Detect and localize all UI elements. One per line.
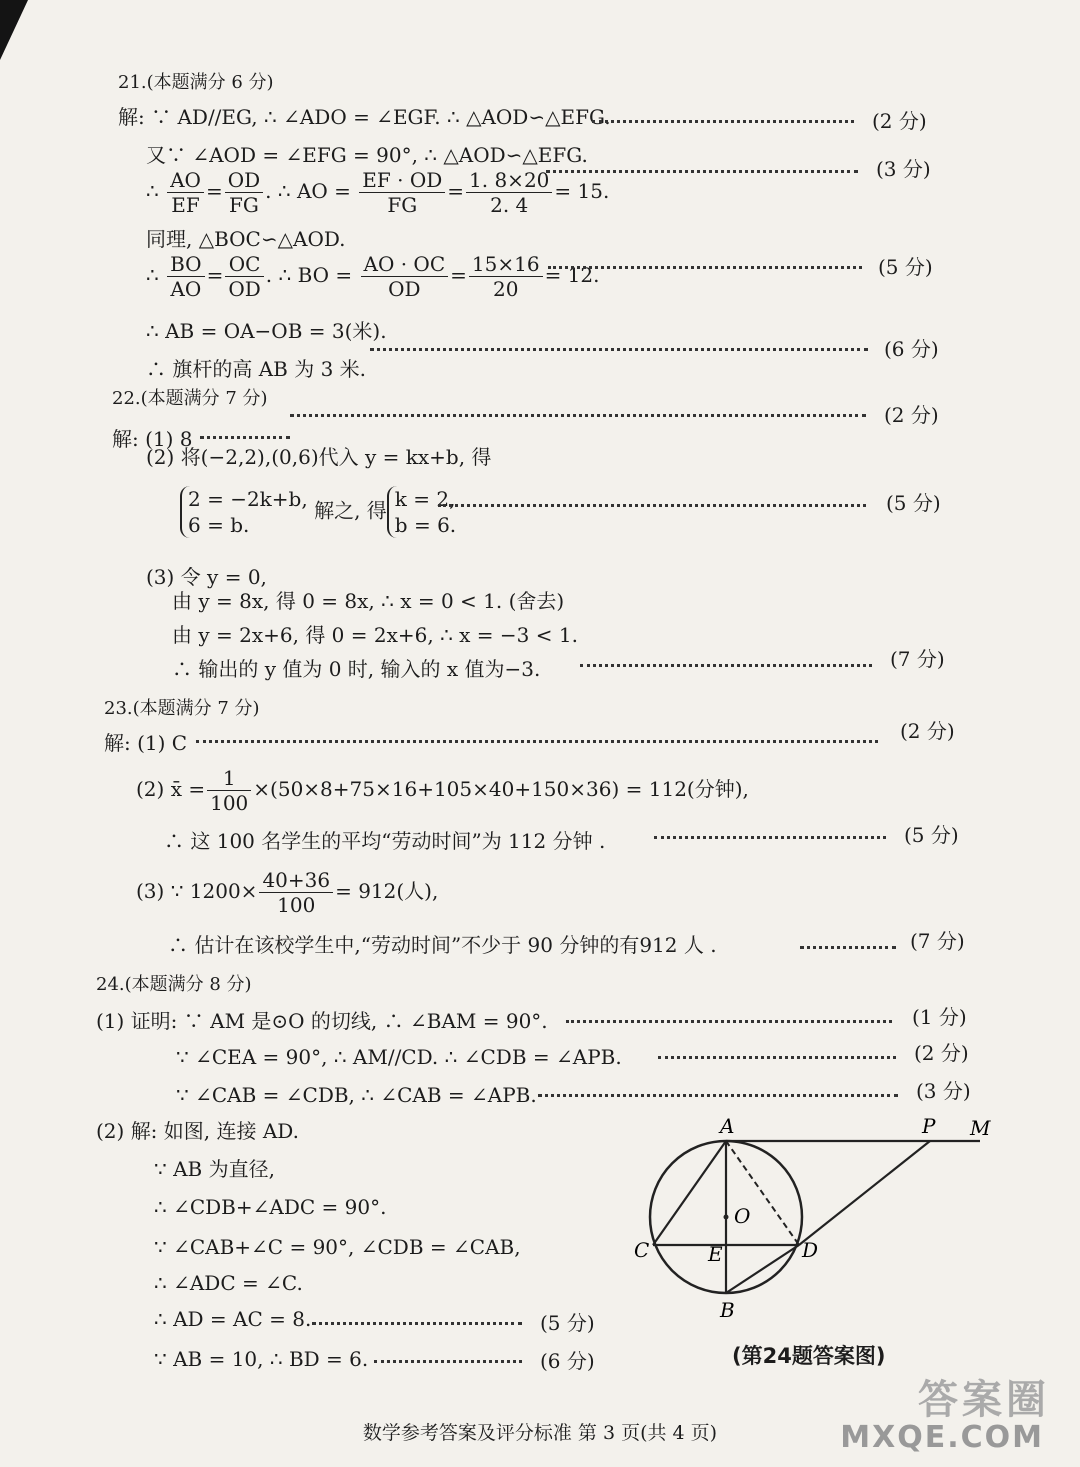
q23-estimate-line: (3) ∵ 1200× $\frac{40+36}{100}$ = 912(人), [136, 868, 439, 917]
q22-line-2: (2) 将(−2,2),(0,6)代入 y = kx+b, 得 [146, 445, 492, 469]
q24-score-5: (5 分) [540, 1311, 595, 1335]
label-a: A [720, 1114, 735, 1138]
leader-dots [374, 1360, 522, 1363]
figure-caption: (第24题答案图) [732, 1344, 886, 1368]
q24-line-10: ∵ AB = 10, ∴ BD = 6. [154, 1347, 369, 1371]
q24-line-6: ∴ ∠CDB+∠ADC = 90°. [154, 1195, 387, 1219]
fraction-ao-ef: $\frac{AO}{EF}$ [167, 168, 204, 217]
leader-dots [200, 436, 290, 439]
q21-line-7: ∴ AB = OA−OB = 3(米). [146, 319, 387, 343]
q22-score-5: (5 分) [886, 491, 941, 515]
q23-mean-line: (2) x̄ = $\frac{1}{100}$ ×(50×8+75×16+105×40+150×36) = 112(分钟), [136, 766, 749, 815]
page-footer: 数学参考答案及评分标准 第 3 页(共 4 页) [362, 1422, 718, 1444]
geometry-figure [600, 1105, 1000, 1375]
q21-line-8: ∴ 旗杆的高 AB 为 3 米. [146, 357, 367, 381]
q24-score-3: (3 分) [916, 1079, 971, 1103]
q24-score-2: (2 分) [914, 1041, 969, 1065]
fraction-bo-ao: $\frac{BO}{AO}$ [167, 252, 204, 301]
fraction-ao-oc-od: $\frac{AO \cdot OC}{OD}$ [361, 252, 449, 301]
q21-ratio-line: ∴ $\frac{AO}{EF}$ = $\frac{OD}{FG}$ . ∴ AO = $\frac{EF \cdot OD}{FG}$ = $\frac{1. 8\times 20}{2. 4}$ = 15. [146, 168, 610, 217]
leader-dots [438, 504, 866, 507]
q21-ratio-line-2: ∴ $\frac{BO}{AO}$ = $\frac{OC}{OD}$ . ∴ BO = $\frac{AO \cdot OC}{OD}$ = $\frac{15\times 16}{20}$ = 12. [146, 252, 600, 301]
fraction-1-100: $\frac{1}{100}$ [207, 766, 251, 815]
q21-text: ∵ AD//EG, ∴ ∠ADO = ∠EGF. [151, 105, 441, 129]
q22-score-7: (7 分) [890, 647, 945, 671]
q24-line-4: (2) 解: 如图, 连接 AD. [96, 1119, 299, 1143]
q23-line-5: ∴ 估计在该校学生中,“劳动时间”不少于 90 分钟的有912 人 . [168, 933, 717, 957]
segment-bd [726, 1245, 799, 1293]
leader-dots [658, 1056, 896, 1059]
label-b: B [720, 1298, 735, 1322]
fraction-od-fg: $\frac{OD}{FG}$ [225, 168, 263, 217]
q22-header: 22.(本题满分 7 分) [112, 388, 268, 409]
q22-line-6: 由 y = 2x+6, 得 0 = 2x+6, ∴ x = −3 < 1. [172, 623, 578, 647]
q22-line-5: 由 y = 8x, 得 0 = 8x, ∴ x = 0 < 1. (舍去) [172, 589, 565, 613]
center-point [724, 1215, 729, 1220]
q21-line-3: 又∵ ∠AOD = ∠EFG = 90°, ∴ △AOD∽△EFG. [146, 143, 588, 167]
fraction-value-2: $\frac{15\times 16}{20}$ [469, 252, 543, 301]
leader-dots [548, 266, 862, 269]
q21-score-5: (5 分) [878, 255, 933, 279]
q23-line-3: ∴ 这 100 名学生的平均“劳动时间”为 112 分钟 . [164, 829, 606, 853]
label-o: O [734, 1204, 751, 1228]
q24-line-2: ∵ ∠CEA = 90°, ∴ AM//CD. ∴ ∠CDB = ∠APB. [176, 1045, 622, 1069]
q24-header: 24.(本题满分 8 分) [96, 974, 252, 995]
leader-dots [800, 946, 896, 949]
q24-line-7: ∵ ∠CAB+∠C = 90°, ∠CDB = ∠CAB, [154, 1235, 521, 1259]
fraction-value: $\frac{1. 8\times 20}{2. 4}$ [466, 168, 552, 217]
q22-line-4: (3) 令 y = 0, [146, 565, 267, 589]
q23-score-7: (7 分) [910, 929, 965, 953]
q21-line-2: 解: ∵ AD//EG, ∴ ∠ADO = ∠EGF. ∴ △AOD∽△EFG. [118, 105, 611, 129]
leader-dots [312, 1322, 522, 1325]
q21-score-3: (3 分) [876, 157, 931, 181]
leader-dots [290, 414, 866, 417]
q21-header: 21.(本题满分 6 分) [118, 72, 274, 93]
q22-line-1: 解: (1) 8 [112, 427, 193, 451]
q23-score-5: (5 分) [904, 823, 959, 847]
q23-line-1: 解: (1) C [104, 731, 188, 755]
q24-line-5: ∵ AB 为直径, [154, 1157, 275, 1181]
q22-line-7: ∴ 输出的 y 值为 0 时, 输入的 x 值为−3. [172, 657, 541, 681]
leader-dots [546, 170, 858, 173]
fraction-ef-od-fg: $\frac{EF \cdot OD}{FG}$ [359, 168, 445, 217]
label-d: D [802, 1238, 819, 1262]
segment-dp [799, 1141, 930, 1245]
watermark-logo-text: 答案圈 [918, 1377, 1050, 1423]
label-p: P [922, 1114, 936, 1138]
leader-dots [196, 740, 878, 743]
q21-score-6: (6 分) [884, 337, 939, 361]
q24-line-9: ∴ AD = AC = 8. [154, 1307, 312, 1331]
leader-dots [592, 120, 854, 123]
q23-score-2: (2 分) [900, 719, 955, 743]
label-m: M [970, 1116, 991, 1140]
leader-dots [580, 664, 872, 667]
fraction-76-100: $\frac{40+36}{100}$ [259, 868, 333, 917]
fraction-oc-od: $\frac{OC}{OD}$ [225, 252, 263, 301]
q22-score-2: (2 分) [884, 403, 939, 427]
q21-line-5: 同理, △BOC∽△AOD. [146, 227, 346, 251]
segment-ac [653, 1141, 726, 1245]
q23-header: 23.(本题满分 7 分) [104, 698, 260, 719]
label-c: C [634, 1238, 650, 1262]
leader-dots [566, 1020, 892, 1023]
watermark-url: MXQE.COM [840, 1420, 1044, 1455]
leader-dots [654, 836, 886, 839]
q24-line-3: ∵ ∠CAB = ∠CDB, ∴ ∠CAB = ∠APB. [176, 1083, 537, 1107]
therefore-symbol: ∴ [146, 179, 159, 203]
q24-score-1: (1 分) [912, 1005, 967, 1029]
q24-line-1: (1) 证明: ∵ AM 是⊙O 的切线, ∴ ∠BAM = 90°. [96, 1009, 548, 1033]
leader-dots [370, 348, 868, 351]
segment-ad-dashed [726, 1141, 799, 1245]
q21-score-2: (2 分) [872, 109, 927, 133]
label-e: E [708, 1242, 723, 1266]
q24-score-6: (6 分) [540, 1349, 595, 1373]
equation-system-1: 2 = −2k+b, 6 = b. [180, 486, 308, 538]
equation-system-2: k = 2, b = 6. [387, 486, 456, 538]
leader-dots [538, 1094, 898, 1097]
q22-system-line: 2 = −2k+b, 6 = b. 解之, 得 k = 2, b = 6. [180, 486, 456, 538]
q24-line-8: ∴ ∠ADC = ∠C. [154, 1271, 303, 1295]
